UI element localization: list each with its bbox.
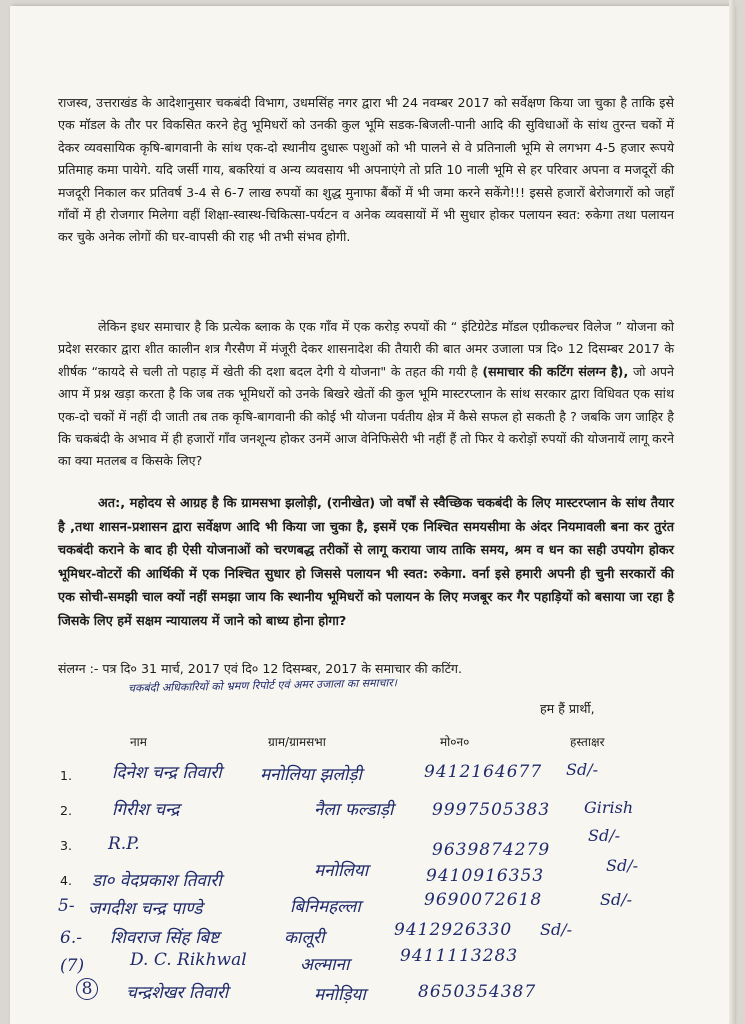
handwritten-note: चकबंदी अधिकारियों को भ्रमण रिपोर्ट एवं अमर उजाला का समाचार। (127, 676, 398, 695)
row-1-name: दिनेश चन्द्र तिवारी (112, 763, 222, 783)
row-8-mobile: 8650354387 (418, 982, 537, 1002)
closing-text: हम हैं प्रार्थी, (540, 701, 595, 716)
paragraph-2-part-a: लेकिन इधर समाचार है कि प्रत्येक ब्लाक के एक गाँव में एक करोड़ रुपयों की “ इंटिग्रेटेड मॉडल एग्रीकल्चर विलेज ” योजना को प्रदेश सरकार द्वारा शीत कालीन शत्र गैरसैण में मंजूरी देकर शासनादेश की तैयारी की बात अमर उजाला पत्र दि० 12 दिसम्बर 2017 के शीर्षक “कायदे से चली तो पहाड़ में खेती की दशा बदल देगी ये योजना" के तहत की गयी है (58, 319, 674, 379)
row-4-mobile: 9410916353 (426, 866, 545, 886)
header-name: नाम (130, 735, 147, 749)
row-6-name: शिवराज सिंह बिष्ट (110, 928, 220, 948)
row-5-village: बिनिमहल्ला (290, 897, 361, 917)
paragraph-1: राजस्व, उत्तराखंड के आदेशानुसार चकबंदी विभाग, उधमसिंह नगर द्वारा भी 24 नवम्बर 2017 को सर्वेक्षण किया जा चुका है ताकि इसे एक मॉडल के तौर पर विकसित करने हेतु भूमिधरों को उनकी कुल भूमि सडक-बिजली-पानी आदि की सुविधाओं के सांथ तुरन्त चकों में देकर व्यवसायिक कृषि-बागवानी के सांथ एक-दो स्थानीय दुधारू पशुओं को भी पालने से वे प्रतिनाली भूमि से लगभग 4-5 हजार रूपये प्रतिमाह कमा पायेगे. यदि जर्सी गाय, बकरियां व अन्य व्यवसाय भी अपनाएंगे तो प्रति 10 नाली भूमि से हर परिवार अपना व मजदूरों की मजदूरी निकाल कर प्रतिवर्ष 3-4 से 6-7 लाख रुपयों का शुद्ध मुनाफा बैंकों में भी जमा करने सकेंगे!!! इससे हजारों बेरोजगारों को जहाँ गाँवों में ही रोजगार मिलेगा वहीं शिक्षा-स्वास्थ-चिकित्सा-पर्यटन व अनेक व्यवसायों में भी सुधार होकर पलायन स्वत: रुकेगा तथा पलायन कर चुके अनेक लोगों की घर-वापसी की राह भी तभी संभव होगी. (58, 95, 674, 245)
news-cutting-note: (समाचार की कटिंग संलग्न है), (482, 363, 629, 379)
row-1-signature: Sd/- (566, 760, 598, 779)
row-4-number: 4. (60, 873, 73, 888)
paragraph-2-part-b: जो अपने आप में प्रश्न खड़ा करता है कि जब तक भूमिधरों को उनके बिखरे खेतों की कुल भूमि मास्टरप्लान के सांथ सरकार द्वारा विधिवत एक सांथ एक-दो चकों में नहीं दी जाती तब तक कृषि-बागवानी की कोई भी योजना पर्वतीय क्षेत्र में कैसे सफल हो सकती है ? जबकि जग जाहिर है कि चकबंदी के अभाव में ही हजारों गाँव जनशून्य होकर उनमें आज वेनिफिसेरी भी नहीं हैं तो फिर ये करोड़ों रुपयों की योजनायें लागू करने का क्या मतलब व किसके लिए? (58, 363, 674, 469)
row-5-mobile: 9690072618 (424, 890, 543, 910)
header-mobile: मो०न० (440, 735, 470, 749)
row-2-village: नैला फल्डाड़ी (314, 800, 394, 820)
row-4-name: डा० वेदप्रकाश तिवारी (92, 871, 222, 891)
row-6-signature: Sd/- (540, 920, 572, 939)
row-4-signature: Sd/- (606, 856, 638, 875)
row-4-village: मनोलिया (314, 861, 369, 881)
header-village: ग्राम/ग्रामसभा (268, 735, 326, 749)
row-1-number: 1. (60, 768, 73, 783)
row-1-mobile: 9412164677 (424, 762, 543, 782)
enclosure-line: संलग्न :- पत्र दि० 31 मार्च, 2017 एवं दि० 12 दिसम्बर, 2017 के समाचार की कटिंग. (58, 661, 463, 676)
row-6-number: 6.- (60, 928, 82, 948)
paragraph-3-request: अत:, महोदय से आग्रह है कि ग्रामसभा झलोड़ी, (रानीखेत) जो वर्षों से स्वैच्छिक चकबंदी के लिए मास्टरप्लान के सांथ तैयार है ,तथा शासन-प्रशासन द्वारा सर्वेक्षण आदि भी किया जा चुका है, इसमें एक निश्चित समयसीमा के अंदर नियमावली बना कर तुरंत चकबंदी कराने के बाद ही ऐसी योजनाओं को चरणबद्ध तरीकों से लागू कराया जाय ताकि समय, श्रम व धन का सही उपयोग होकर भूमिधर-वोटरों की आर्थिकी में एक निश्चित सुधार हो जिससे पलायन भी स्वत: रुकेगा. वर्ना इसे हमारी अपनी ही चुनी सरकारों की एक सोची-समझी चाल क्यों नहीं समझा जाय कि स्थानीय भूमिधरों को पलायन के लिए मजबूर कर गैर पहाड़ियों को बसाया जा रहा है जिसके लिए हमें सक्षम न्यायालय में जाने को बाध्य होना होगा? (58, 496, 674, 629)
row-3-name: R.P. (108, 834, 140, 854)
row-7-number: (7) (60, 956, 85, 976)
row-8-village: मनोड़िया (314, 985, 366, 1005)
row-2-signature: Girish (584, 798, 634, 817)
row-7-mobile: 9411113283 (400, 946, 519, 966)
row-5-signature: Sd/- (600, 890, 632, 909)
row-7-village: अल्माना (300, 955, 350, 975)
page-edge (729, 0, 735, 1024)
row-8-number (76, 978, 98, 1000)
row-6-village: कालूरी (284, 928, 325, 948)
row-7-name: D. C. Rikhwal (130, 950, 247, 970)
row-2-number: 2. (60, 803, 73, 818)
row-2-name: गिरीश चन्द्र (112, 800, 180, 820)
row-8-name: चन्द्रशेखर तिवारी (126, 983, 229, 1003)
row-3-mobile: 9639874279 (432, 840, 551, 860)
row-6-mobile: 9412926330 (394, 920, 513, 940)
header-signature: हस्ताक्षर (570, 735, 605, 749)
row-3-signature: Sd/- (588, 826, 620, 845)
row-3-number: 3. (60, 838, 73, 853)
row-5-name: जगदीश चन्द्र पाण्डे (88, 899, 203, 919)
paragraph-2 (58, 316, 674, 473)
row-8-number-circle: 8 (76, 978, 98, 1000)
row-5-number: 5- (58, 896, 75, 916)
row-1-village: मनोलिया झलोड़ी (260, 765, 362, 785)
row-2-mobile: 9997505383 (432, 800, 551, 820)
